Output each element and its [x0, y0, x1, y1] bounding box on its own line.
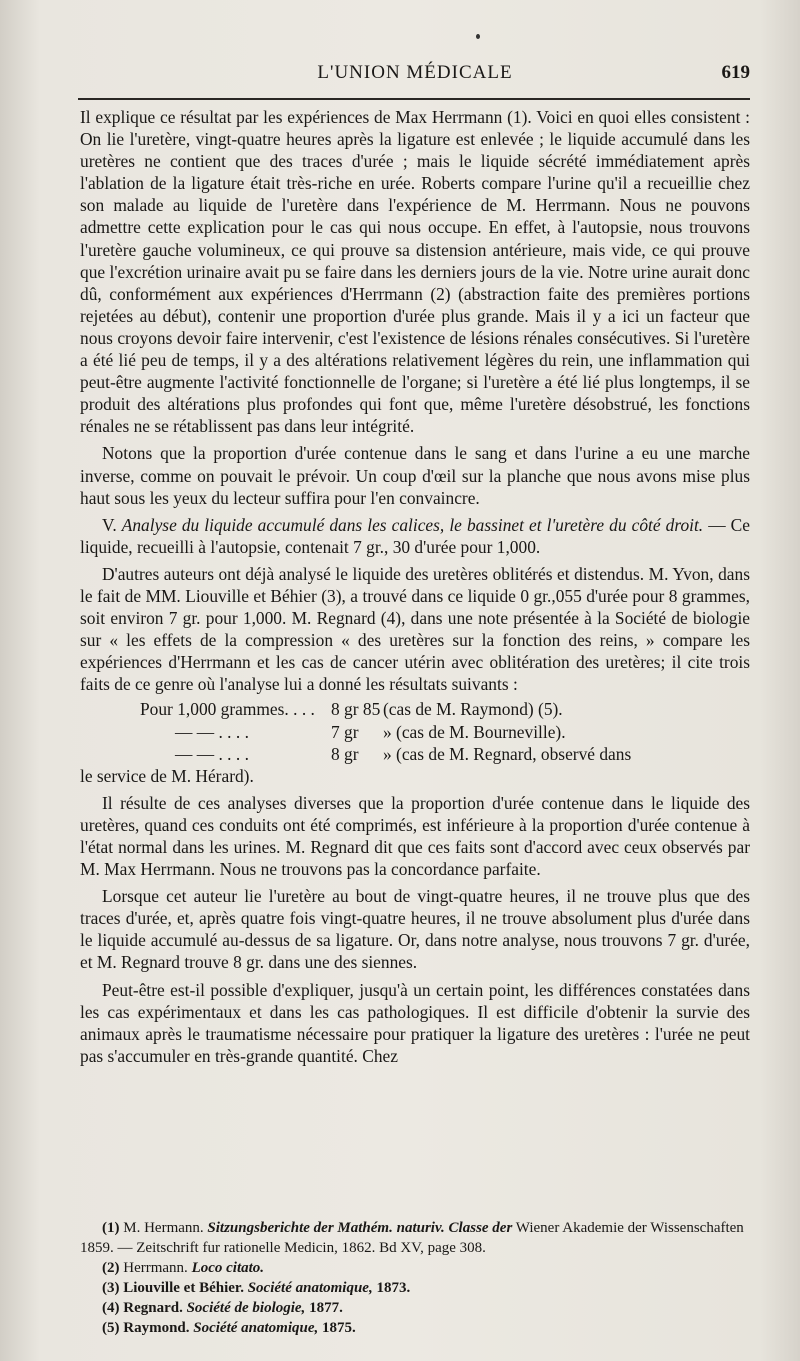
running-header: [80, 62, 750, 88]
header-rule: [78, 98, 750, 100]
page-number: 619: [721, 62, 750, 83]
result-row: [80, 743, 750, 765]
footnotes: [80, 1218, 752, 1338]
paragraph-peut-etre: Peut-être est-il possible d'expliquer, jusqu'à un certain point, les différences constatées dans les cas expérimentaux et dans les cas pathologiques. Il est difficile d'obtenir la survie des animaux après le traumatisme nécessaire pour pratiquer la ligature des uretères : l'urée ne peut pas s'accumuler en très-grande quantité. Chez: [80, 979, 750, 1066]
paragraph-lorsque: Lorsque cet auteur lie l'uretère au bout de vingt-quatre heures, il ne trouve plus que des traces d'urée, et, après quatre fois vingt-quatre heures, il ne trouve absolument plus d'urée dans le liquide accumulé au-dessus de sa ligature. Or, dans notre analyse, nous trouvons 7 gr. d'urée, et M. Regnard trouve 8 gr. dans une des siennes.: [80, 886, 750, 973]
paragraph-notons: Notons que la proportion d'urée contenue dans le sang et dans l'urine a eu une marche inverse, comme on pouvait le prévoir. Un coup d'œil sur la planche que nous avons mise plus haut sous les yeux du lecteur suffira pour l'en convaincre.: [80, 443, 750, 508]
paragraph-herrmann: Il explique ce résultat par les expériences de Max Herrmann (1). Voici en quoi elles consistent : On lie l'uretère, vingt-quatre heures après la ligature est enlevée ; le liquide accumulé dans les uretères ne contient que des traces d'urée ; mais le liquide sécrété immédiatement après l'ablation de la ligature était très-riche en urée. Roberts compare l'urine qu'il a recueillie chez son malade au liquide de l'uretère dans l'expérience de M. Herrmann. Nous ne pouvons admettre cette explication pour le cas qui nous occupe. En effet, à l'autopsie, nous trouvons l'uretère gauche volumineux, ce qui prouve sa distension antérieure, mais vide, ce qui prouve que l'excrétion urinaire avait pu se faire dans les derniers jours de la vie. Notre urine aurait donc dû, conformément aux expériences d'Herrmann (2) (abstraction faite des premières portions rejetées au début), contenir une proportion d'urée plus grande. Mais il y a ici un facteur que nous croyons devoir faire intervenir, c'est l'existence de lésions rénales consécutives. Si l'uretère a été lié peu de temps, il y a des altérations relativement légères du rein, une inflammation qui peut-être augmente l'activité fonctionnelle de l'organe; si l'uretère a été lié plus longtemps, il se produit des altérations plus profondes qui font que, même l'uretère désobstrué, les fonctions rénales ne se rétablissent pas dans leur intégrité.: [80, 107, 750, 437]
result-label: Pour 1,000 grammes. . . .: [140, 699, 315, 720]
footnote: (3) Liouville et Béhier. Société anatomique, 1873.: [102, 1280, 411, 1296]
section-title: Analyse du liquide accumulé dans les calices, le bassinet et l'uretère du côté droit.: [121, 514, 704, 535]
journal-title: L'UNION MÉDICALE: [317, 62, 513, 83]
result-source: » (cas de M. Regnard, observé dans: [383, 743, 632, 764]
result-source: (cas de M. Raymond) (5).: [383, 699, 563, 720]
footnote: (2) Herrmann. Loco citato.: [102, 1260, 265, 1276]
footnote: (1) M. Hermann. Sitzungsberichte der Mathém. naturiv. Classe der Wiener Akademie der Wissenschaften 1859. — Zeitschrift fur rationelle Medicin, 1862. Bd XV, page 308.: [80, 1220, 744, 1256]
section-v-heading: [80, 514, 750, 558]
section-number: V.: [102, 514, 117, 535]
paragraph-analyses: Il résulte de ces analyses diverses que la proportion d'urée contenue dans le liquide des uretères, quand ces conduits ont été comprimés, est inférieure à la proportion d'urée contenue à l'état normal dans les urines. M. Regnard dit que ces faits sont d'accord avec ceux observés par M. Max Herrmann. Nous ne trouvons pas la concordance parfaite.: [80, 792, 750, 880]
ink-speck: [476, 34, 480, 39]
results-list: [80, 698, 750, 764]
result-amount: 8 gr 85: [331, 699, 381, 720]
result-label: — — . . . .: [175, 743, 249, 764]
footnote: (4) Regnard. Société de biologie, 1877.: [102, 1300, 343, 1316]
result-label: — — . . . .: [175, 721, 249, 742]
result-row: [80, 698, 750, 720]
paragraph-other-authors: D'autres auteurs ont déjà analysé le liquide des uretères oblitérés et distendus. M. Yvon, dans le fait de MM. Liouville et Béhier (3), a trouvé dans ce liquide 0 gr.,055 d'urée pour 8 grammes, soit environ 7 gr. pour 1,000. M. Regnard (4), dans une note présentée à la Société de biologie sur « les effets de la compression « des uretères sur la fonction des reins, » compare les expériences d'Herrmann et les cas de cancer utérin avec oblitération des uretères; il cite trois faits de ce genre où l'analyse lui a donné les résultats suivants :: [80, 563, 750, 695]
result-amount: 7 gr: [331, 721, 359, 742]
results-continuation: le service de M. Hérard).: [80, 765, 254, 786]
article-body: [80, 106, 750, 1072]
section-text: — Ce liquide, recueilli à l'autopsie, contenait 7 gr., 30 d'urée pour 1,000.: [80, 514, 750, 557]
result-row: [80, 721, 750, 743]
footnote: (5) Raymond. Société anatomique, 1875.: [102, 1320, 356, 1336]
result-amount: 8 gr: [331, 743, 359, 764]
result-source: » (cas de M. Bourneville).: [383, 721, 566, 742]
